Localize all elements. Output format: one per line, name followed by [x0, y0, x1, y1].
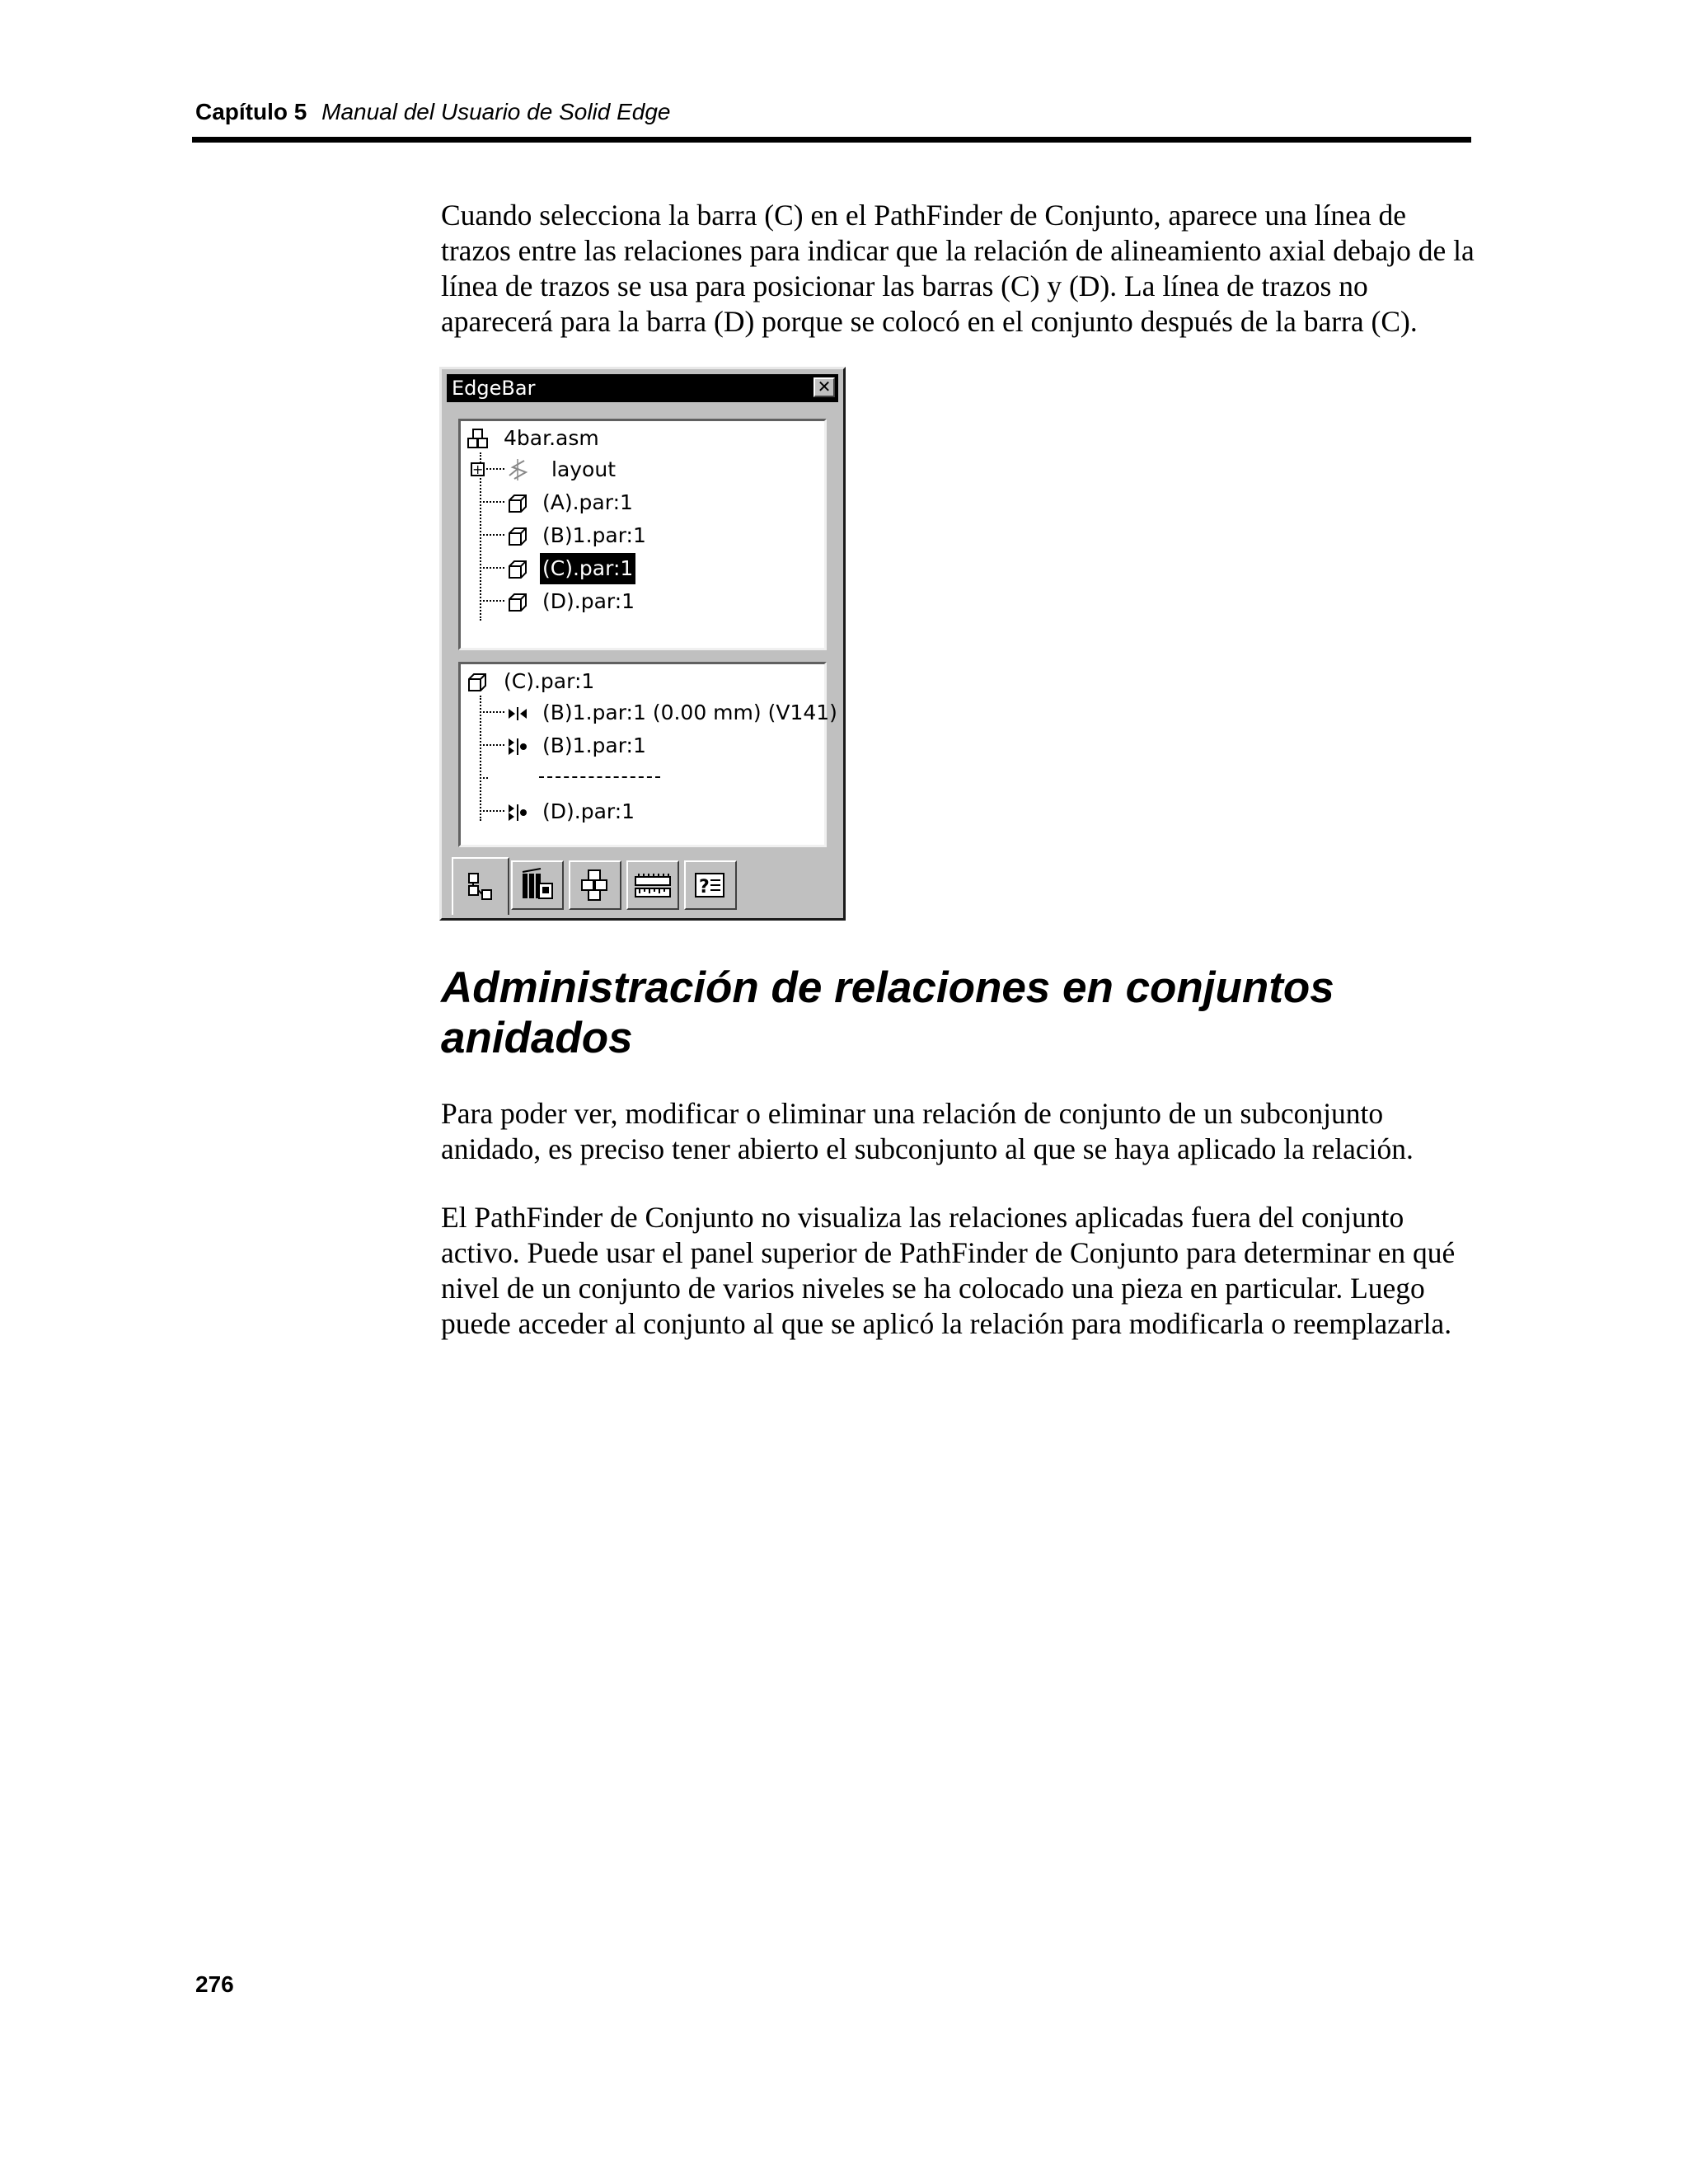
tree-item-part-a[interactable] [506, 487, 633, 518]
part-icon [506, 558, 529, 581]
assembly-icon [466, 427, 490, 452]
tree-connector [480, 711, 504, 713]
running-header [195, 99, 671, 125]
relation-item-label: (D).par:1 [542, 799, 635, 823]
header-rule [192, 137, 1471, 143]
svg-text:?: ? [699, 877, 710, 898]
close-icon: ✕ [817, 377, 832, 396]
help-icon [692, 869, 729, 902]
tree-root-asm[interactable] [466, 423, 599, 454]
close-button[interactable] [814, 377, 835, 397]
relations-root-label: (C).par:1 [504, 669, 595, 693]
tree-connector [486, 468, 504, 470]
edgebar-title: EdgeBar [452, 377, 536, 400]
tree-item-label: (A).par:1 [542, 490, 633, 514]
axial-align-relation-icon [506, 801, 529, 824]
layout-icon [506, 457, 531, 482]
tree-connector [480, 567, 504, 569]
paragraph-nested-relations: Para poder ver, modificar o eliminar una relación de conjunto de un subconjunto anidado, es preciso tener abierto el subconjunto al que se haya aplicado la relación. [441, 1097, 1414, 1165]
tree-connector [480, 777, 488, 779]
tab-assembly-pathfinder[interactable] [452, 857, 509, 915]
section-heading: Administración de relaciones en conjuntos anidados [441, 963, 1334, 1062]
part-icon [506, 591, 529, 614]
tab-parts-library[interactable] [511, 860, 564, 910]
assembly-pathfinder-icon [464, 870, 497, 903]
relation-item-label: (B)1.par:1 (0.00 mm) (V141) [542, 701, 837, 724]
edgebar-titlebar [447, 374, 838, 402]
tree-connector [480, 696, 481, 821]
tree-connector [480, 744, 504, 746]
expand-icon[interactable]: + [472, 462, 484, 477]
page-number: 276 [195, 1971, 234, 1997]
part-icon [506, 492, 529, 515]
edgebar-window [439, 367, 846, 921]
assembly-tree-pane[interactable] [458, 419, 827, 650]
relation-item-label: (B)1.par:1 [542, 733, 646, 757]
tree-connector [480, 534, 504, 536]
tree-item-part-d[interactable] [506, 586, 635, 617]
tree-connector [480, 600, 504, 602]
paragraph-pathfinder-active: El PathFinder de Conjunto no visualiza las relaciones aplicadas fuera del conjunto activo. Puede usar el panel superior de PathFinder de Conjunto para determinar en qué nivel de un conjunto de varios niveles se ha colocado una pieza en particular. Luego puede acceder al conjunto al que se aplicó la relación para modificarla o reemplazarla. [441, 1201, 1456, 1340]
relation-item-axial-align[interactable] [506, 730, 646, 762]
tree-item-part-b1[interactable] [506, 520, 646, 551]
tree-root-label: 4bar.asm [504, 426, 599, 450]
tab-help[interactable] [684, 860, 737, 910]
manual-title: Manual del Usuario de Solid Edge [321, 99, 671, 124]
relations-root-part[interactable] [466, 666, 595, 697]
tree-connector [480, 810, 504, 812]
axial-align-relation-icon [506, 735, 529, 758]
tree-item-part-c[interactable] [506, 553, 634, 584]
tree-item-label: (B)1.par:1 [542, 523, 646, 547]
tree-connector [480, 452, 481, 621]
edgebar-tab-strip [452, 855, 833, 913]
sensors-icon [633, 869, 673, 902]
tree-item-label: (D).par:1 [542, 589, 635, 613]
chapter-label: Capítulo 5 [195, 99, 307, 124]
parts-library-icon [519, 867, 556, 903]
tree-connector [480, 501, 504, 503]
tree-item-label: layout [551, 457, 617, 481]
part-icon [466, 671, 489, 694]
tree-item-label-selected: (C).par:1 [540, 553, 635, 584]
tab-sensors[interactable] [626, 860, 679, 910]
relationships-pane[interactable] [458, 662, 837, 847]
relation-item-mate[interactable] [506, 697, 837, 729]
relationship-separator-dashed-line [539, 776, 660, 778]
assembly-features-icon [577, 867, 613, 903]
intro-paragraph: Cuando selecciona la barra (C) en el PathFinder de Conjunto, aparece una línea de trazos entre las relaciones para indicar que la relación de alineamiento axial debajo de la línea de trazos se usa para posicionar las barras (C) y (D). La línea de trazos no aparecerá para la barra (D) porque se colocó en el conjunto después de la barra (C). [441, 199, 1475, 338]
part-icon [506, 525, 529, 548]
mate-relation-icon [506, 702, 529, 725]
relation-item-axial-align-d[interactable] [506, 796, 635, 827]
tab-assembly-features[interactable] [569, 860, 621, 910]
